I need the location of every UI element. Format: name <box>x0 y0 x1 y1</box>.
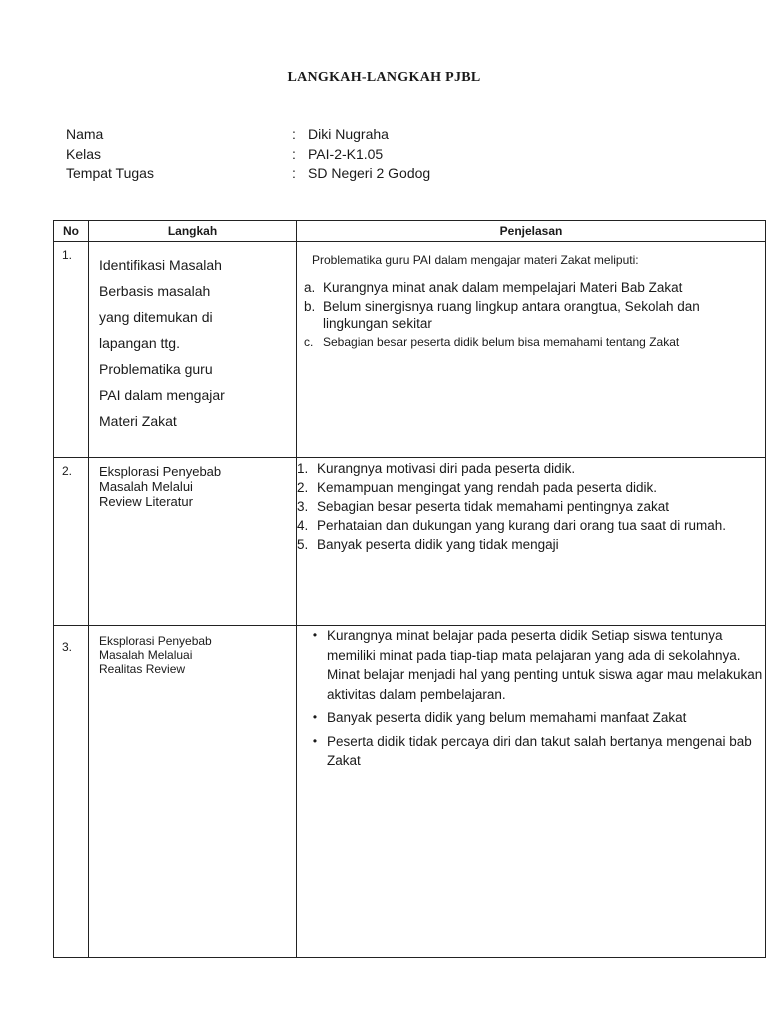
meta-label: Nama <box>66 126 104 142</box>
row-number: 3. <box>54 626 89 958</box>
list-marker: 1. <box>297 461 309 476</box>
step-line: Berbasis masalah <box>99 283 211 299</box>
bullet-icon: • <box>312 628 318 642</box>
list-text: Banyak peserta didik yang belum memahami manfaat Zakat <box>327 710 687 725</box>
list-text: Peserta didik tidak percaya diri dan takut salah bertanya mengenai bab Zakat <box>327 733 752 768</box>
step-text <box>99 464 296 509</box>
list-text: Banyak peserta didik yang tidak mengaji <box>317 537 559 552</box>
list-text: Kurangnya minat anak dalam mempelajari Materi Bab Zakat <box>323 280 683 295</box>
list-marker: 2. <box>297 480 309 495</box>
list-item <box>297 480 765 496</box>
header-explanation: Penjelasan <box>297 221 766 242</box>
meta-colon: : <box>292 165 296 181</box>
step-cell <box>89 242 297 458</box>
step-line: Masalah Melaluai <box>99 648 193 662</box>
pjbl-steps-table <box>53 220 766 958</box>
table-row <box>54 242 766 458</box>
explanation-list <box>304 279 765 350</box>
row-number: 1. <box>54 242 89 458</box>
list-text: Kurangnya minat belajar pada peserta didik Setiap siswa tentunya memiliki minat pada tiap-tiap mata pelajaran yang ada di sekolahnya. Minat belajar menjadi hal yang penting untuk siswa agar mau melakukan aktivitas dalam pembelajaran. <box>327 628 763 702</box>
list-marker: 3. <box>297 499 309 514</box>
bullet-icon: • <box>312 733 318 748</box>
meta-value: SD Negeri 2 Godog <box>308 165 431 181</box>
list-item <box>297 461 765 477</box>
list-item <box>297 537 765 553</box>
meta-label: Tempat Tugas <box>66 165 154 181</box>
bullet-icon: • <box>312 710 318 724</box>
table-header-row <box>54 221 766 242</box>
header-no: No <box>54 221 89 242</box>
meta-label: Kelas <box>66 145 102 162</box>
meta-colon: : <box>292 126 296 142</box>
list-item <box>304 298 765 332</box>
step-line: Materi Zakat <box>99 413 177 429</box>
list-marker: c. <box>304 335 314 349</box>
list-marker: b. <box>304 299 316 314</box>
step-line: Masalah Melalui <box>99 479 193 494</box>
step-line: Eksplorasi Penyebab <box>99 634 212 648</box>
identity-block <box>66 125 430 184</box>
step-cell <box>89 626 297 958</box>
explanation-cell <box>297 458 766 626</box>
step-line: Eksplorasi Penyebab <box>99 464 222 479</box>
step-line: PAI dalam mengajar <box>99 387 225 403</box>
explanation-list <box>303 626 765 771</box>
explanation-list <box>297 461 765 553</box>
table-row <box>54 626 766 958</box>
list-text: Perhataian dan dukungan yang kurang dari orang tua saat di rumah. <box>317 518 727 533</box>
list-text: Kurangnya motivasi diri pada peserta didik. <box>317 461 576 476</box>
list-marker: 5. <box>297 537 309 552</box>
meta-row-name <box>66 125 430 145</box>
list-text: Kemampuan mengingat yang rendah pada peserta didik. <box>317 480 657 495</box>
list-item <box>297 518 765 534</box>
step-text <box>99 252 296 434</box>
meta-value: Diki Nugraha <box>308 126 389 142</box>
meta-row-class <box>66 145 430 165</box>
header-step: Langkah <box>89 221 297 242</box>
list-item <box>303 626 765 704</box>
explanation-cell <box>297 242 766 458</box>
meta-value: PAI-2-K1.05 <box>308 145 384 162</box>
row-number: 2. <box>54 458 89 626</box>
table-row <box>54 458 766 626</box>
step-line: yang ditemukan di <box>99 309 213 325</box>
list-text: Sebagian besar peserta tidak memahami pentingnya zakat <box>317 499 669 514</box>
list-text: Sebagian besar peserta didik belum bisa memahami tentang Zakat <box>323 335 680 349</box>
step-text <box>99 634 296 676</box>
step-cell <box>89 458 297 626</box>
meta-row-workplace <box>66 164 430 184</box>
step-line: Review Literatur <box>99 494 193 509</box>
explanation-intro: Problematika guru PAI dalam mengajar materi Zakat meliputi: <box>312 253 639 267</box>
list-item <box>303 732 765 771</box>
list-item <box>303 708 765 728</box>
step-line: lapangan ttg. <box>99 335 180 351</box>
list-item <box>304 334 765 350</box>
list-text: Belum sinergisnya ruang lingkup antara orangtua, Sekolah dan lingkungan sekitar <box>323 299 700 331</box>
step-line: Identifikasi Masalah <box>99 257 222 273</box>
document-title: LANGKAH-LANGKAH PJBL <box>287 70 481 85</box>
list-item <box>304 279 765 296</box>
meta-colon: : <box>292 145 296 162</box>
step-line: Problematika guru <box>99 361 213 377</box>
list-marker: 4. <box>297 518 309 533</box>
step-line: Realitas Review <box>99 662 186 676</box>
explanation-cell <box>297 626 766 958</box>
list-marker: a. <box>304 280 316 295</box>
list-item <box>297 499 765 515</box>
